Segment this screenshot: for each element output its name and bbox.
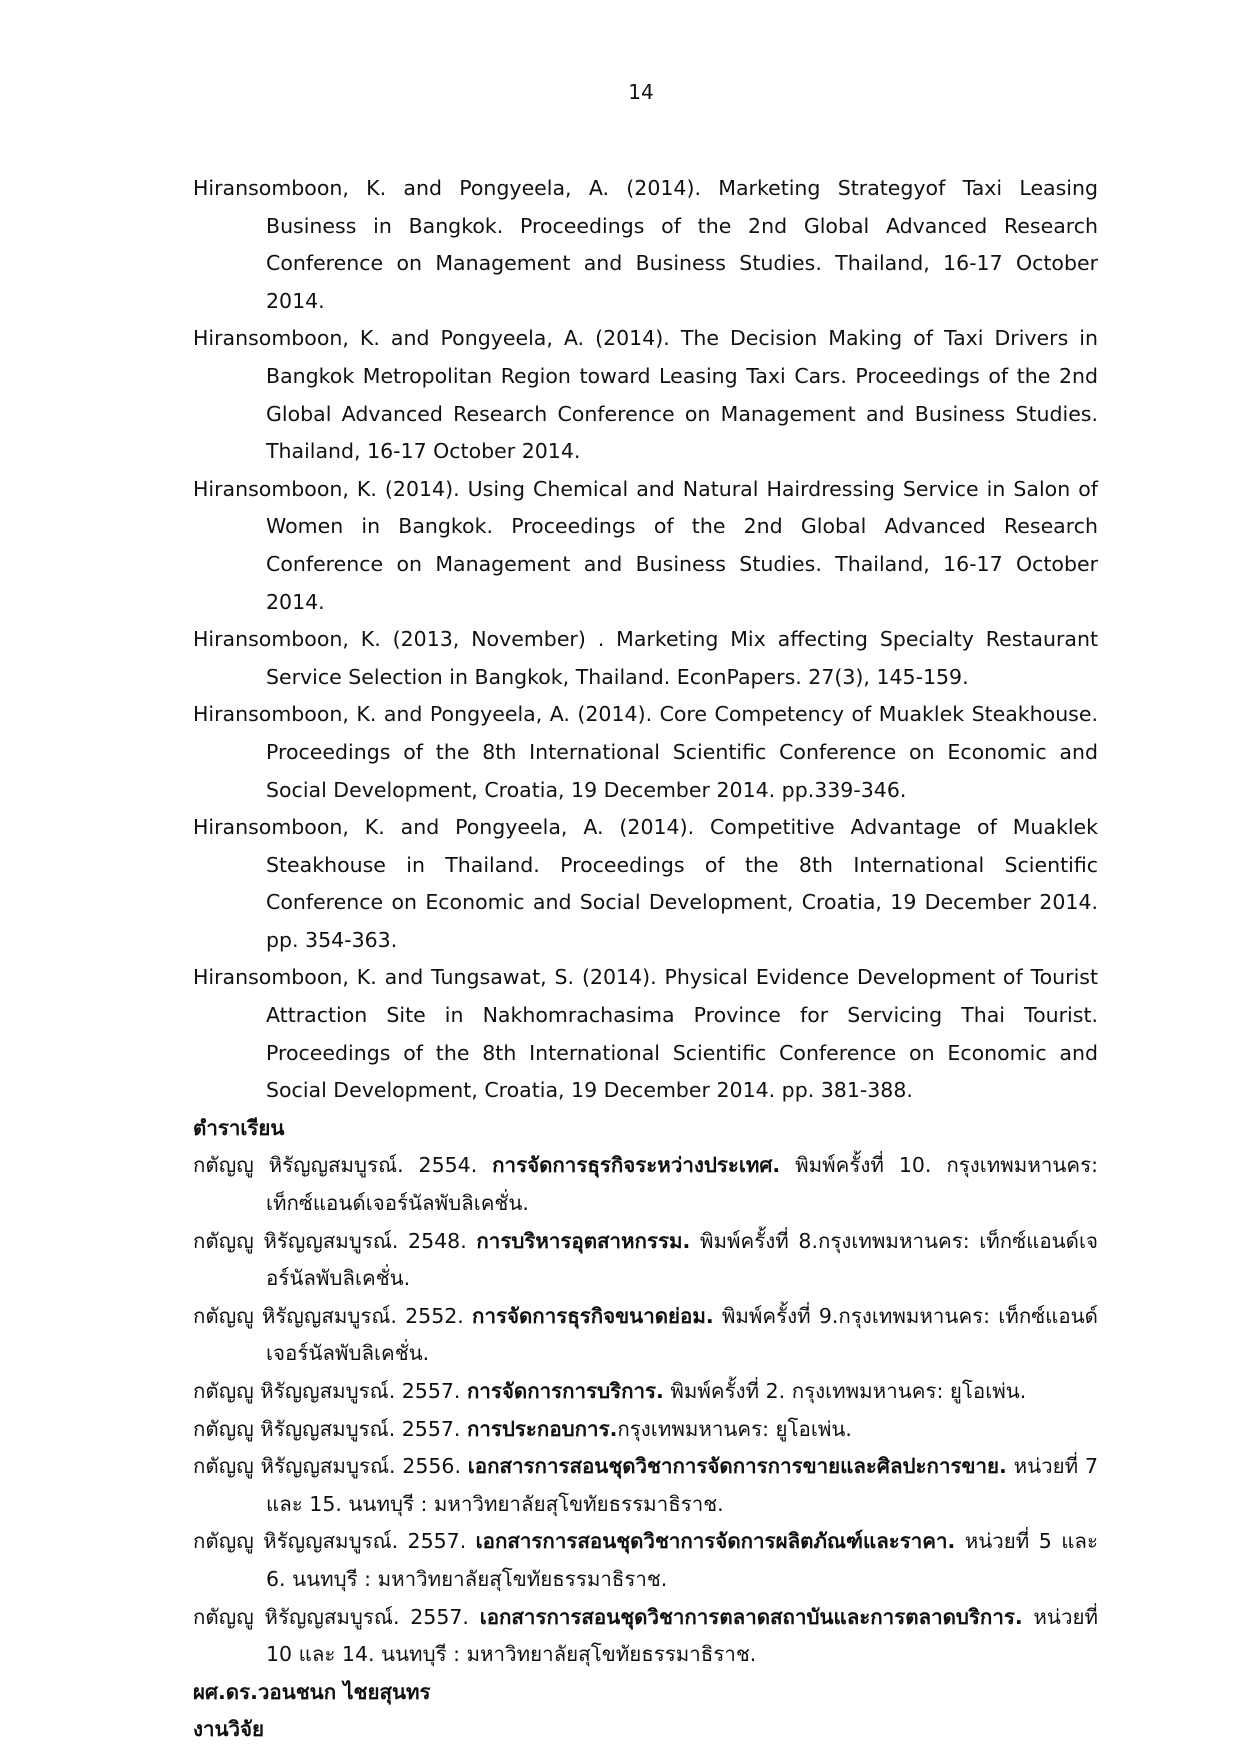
textbook-entry: [193, 1298, 1098, 1373]
textbook-publisher: หน่วยที่ 7 และ 15. นนทบุรี : มหาวิทยาลัยสุโขทัยธรรมาธิราช.: [266, 1454, 1098, 1516]
research-heading: งานวิจัย: [193, 1717, 265, 1742]
textbook-publisher: พิมพ์ครั้งที่ 8.กรุงเทพมหานคร: เท็กซ์แอนด์เจอร์นัลพับลิเคชั่น.: [266, 1228, 1098, 1291]
textbook-title: เอกสารการสอนชุดวิชาการจัดการการขายและศิลปะการขาย.: [467, 1454, 1007, 1479]
textbook-author-year: กตัญญู หิรัญญสมบูรณ์. 2554.: [193, 1153, 493, 1178]
textbook-entry: [193, 1147, 1098, 1222]
textbook-title: การจัดการธุรกิจระหว่างประเทศ.: [492, 1153, 781, 1178]
textbook-entry: [193, 1599, 1098, 1674]
textbook-publisher: พิมพ์ครั้งที่ 2. กรุงเทพมหานคร: ยูโอเพ่น.: [663, 1379, 1027, 1403]
reference-entry: Hiransomboon, K. (2013, November) . Marketing Mix affecting Specialty Restaurant Service Selection in Bangkok, Thailand. EconPapers. 27(3), 145-159.: [193, 627, 1098, 689]
textbook-entry: [193, 1523, 1098, 1598]
textbook-author-year: กตัญญู หิรัญญสมบูรณ์. 2556.: [193, 1454, 468, 1479]
reference-entry: Hiransomboon, K. and Pongyeela, A. (2014). Marketing Strategyof Taxi Leasing Business in Bangkok. Proceedings of the 2nd Global Advanced Research Conference on Management and Business Studies. Thailand, 16-17 October 2014.: [193, 176, 1098, 313]
textbook-author-year: กตัญญู หิรัญญสมบูรณ์. 2557.: [193, 1529, 476, 1554]
textbook-title: การจัดการธุรกิจขนาดย่อม.: [472, 1303, 714, 1328]
textbooks-heading: ตำราเรียน: [193, 1115, 285, 1140]
textbook-title: การจัดการการบริการ.: [466, 1379, 664, 1403]
textbook-author-year: กตัญญู หิรัญญสมบูรณ์. 2557.: [193, 1416, 467, 1441]
reference-entry: Hiransomboon, K. (2014). Using Chemical and Natural Hairdressing Service in Salon of Women in Bangkok. Proceedings of the 2nd Global Advanced Research Conference on Management and Business Studies. Thailand, 16-17 October 2014.: [193, 476, 1098, 614]
reference-entry: Hiransomboon, K. and Pongyeela, A. (2014). Competitive Advantage of Muaklek Steakhouse in Thailand. Proceedings of the 8th International Scientific Conference on Economic and Social Development, Croatia, 19 December 2014. pp. 354-363.: [193, 815, 1098, 952]
textbook-title: เอกสารการสอนชุดวิชาการจัดการผลิตภัณฑ์และราคา.: [475, 1529, 956, 1554]
textbook-title: เอกสารการสอนชุดวิชาการตลาดสถาบันและการตลาดบริการ.: [479, 1604, 1023, 1629]
textbook-entry: [193, 1448, 1098, 1523]
textbook-title: การบริหารอุตสาหกรรม.: [476, 1228, 691, 1253]
reference-entry: Hiransomboon, K. and Pongyeela, A. (2014). The Decision Making of Taxi Drivers in Bangkok Metropolitan Region toward Leasing Taxi Cars. Proceedings of the 2nd Global Advanced Research Conference on Management and Business Studies. Thailand, 16-17 October 2014.: [193, 326, 1098, 464]
textbook-publisher: กรุงเทพมหานคร: ยูโอเพ่น.: [617, 1416, 852, 1441]
person-heading: ผศ.ดร.วอนชนก ไชยสุนทร: [193, 1679, 431, 1704]
textbook-author-year: กตัญญู หิรัญญสมบูรณ์. 2548.: [193, 1228, 477, 1253]
textbook-author-year: กตัญญู หิรัญญสมบูรณ์. 2557.: [193, 1604, 480, 1629]
textbook-publisher: หน่วยที่ 10 และ 14. นนทบุรี : มหาวิทยาลัยสุโขทัยธรรมาธิราช.: [266, 1604, 1098, 1667]
textbook-author-year: กตัญญู หิรัญญสมบูรณ์. 2557.: [193, 1379, 467, 1403]
textbook-publisher: พิมพ์ครั้งที่ 10. กรุงเทพมหานคร: เท็กซ์แอนด์เจอร์นัลพับลิเคชั่น.: [266, 1153, 1098, 1216]
reference-entry: Hiransomboon, K. and Pongyeela, A. (2014). Core Competency of Muaklek Steakhouse. Proceedings of the 8th International Scientific Conference on Economic and Social Development, Croatia, 19 December 2014. pp.339-346.: [193, 702, 1098, 802]
reference-entry: Hiransomboon, K. and Tungsawat, S. (2014). Physical Evidence Development of Tourist Attraction Site in Nakhomrachasima Province for Servicing Thai Tourist. Proceedings of the 8th International Scientific Conference on Economic and Social Development, Croatia, 19 December 2014. pp. 381-388.: [193, 965, 1098, 1103]
textbook-entry: [193, 1411, 1098, 1449]
textbook-author-year: กตัญญู หิรัญญสมบูรณ์. 2552.: [193, 1303, 473, 1328]
textbook-title: การประกอบการ.: [466, 1416, 618, 1441]
textbook-publisher: พิมพ์ครั้งที่ 9.กรุงเทพมหานคร: เท็กซ์แอนด์เจอร์นัลพับลิเคชั่น.: [266, 1303, 1098, 1366]
textbook-publisher: หน่วยที่ 5 และ 6. นนทบุรี : มหาวิทยาลัยสุโขทัยธรรมาธิราช.: [266, 1529, 1098, 1591]
textbook-entry: [193, 1373, 1098, 1411]
page-content: [193, 170, 1098, 1749]
textbook-entry: [193, 1223, 1098, 1298]
page-number: 14: [628, 80, 654, 104]
